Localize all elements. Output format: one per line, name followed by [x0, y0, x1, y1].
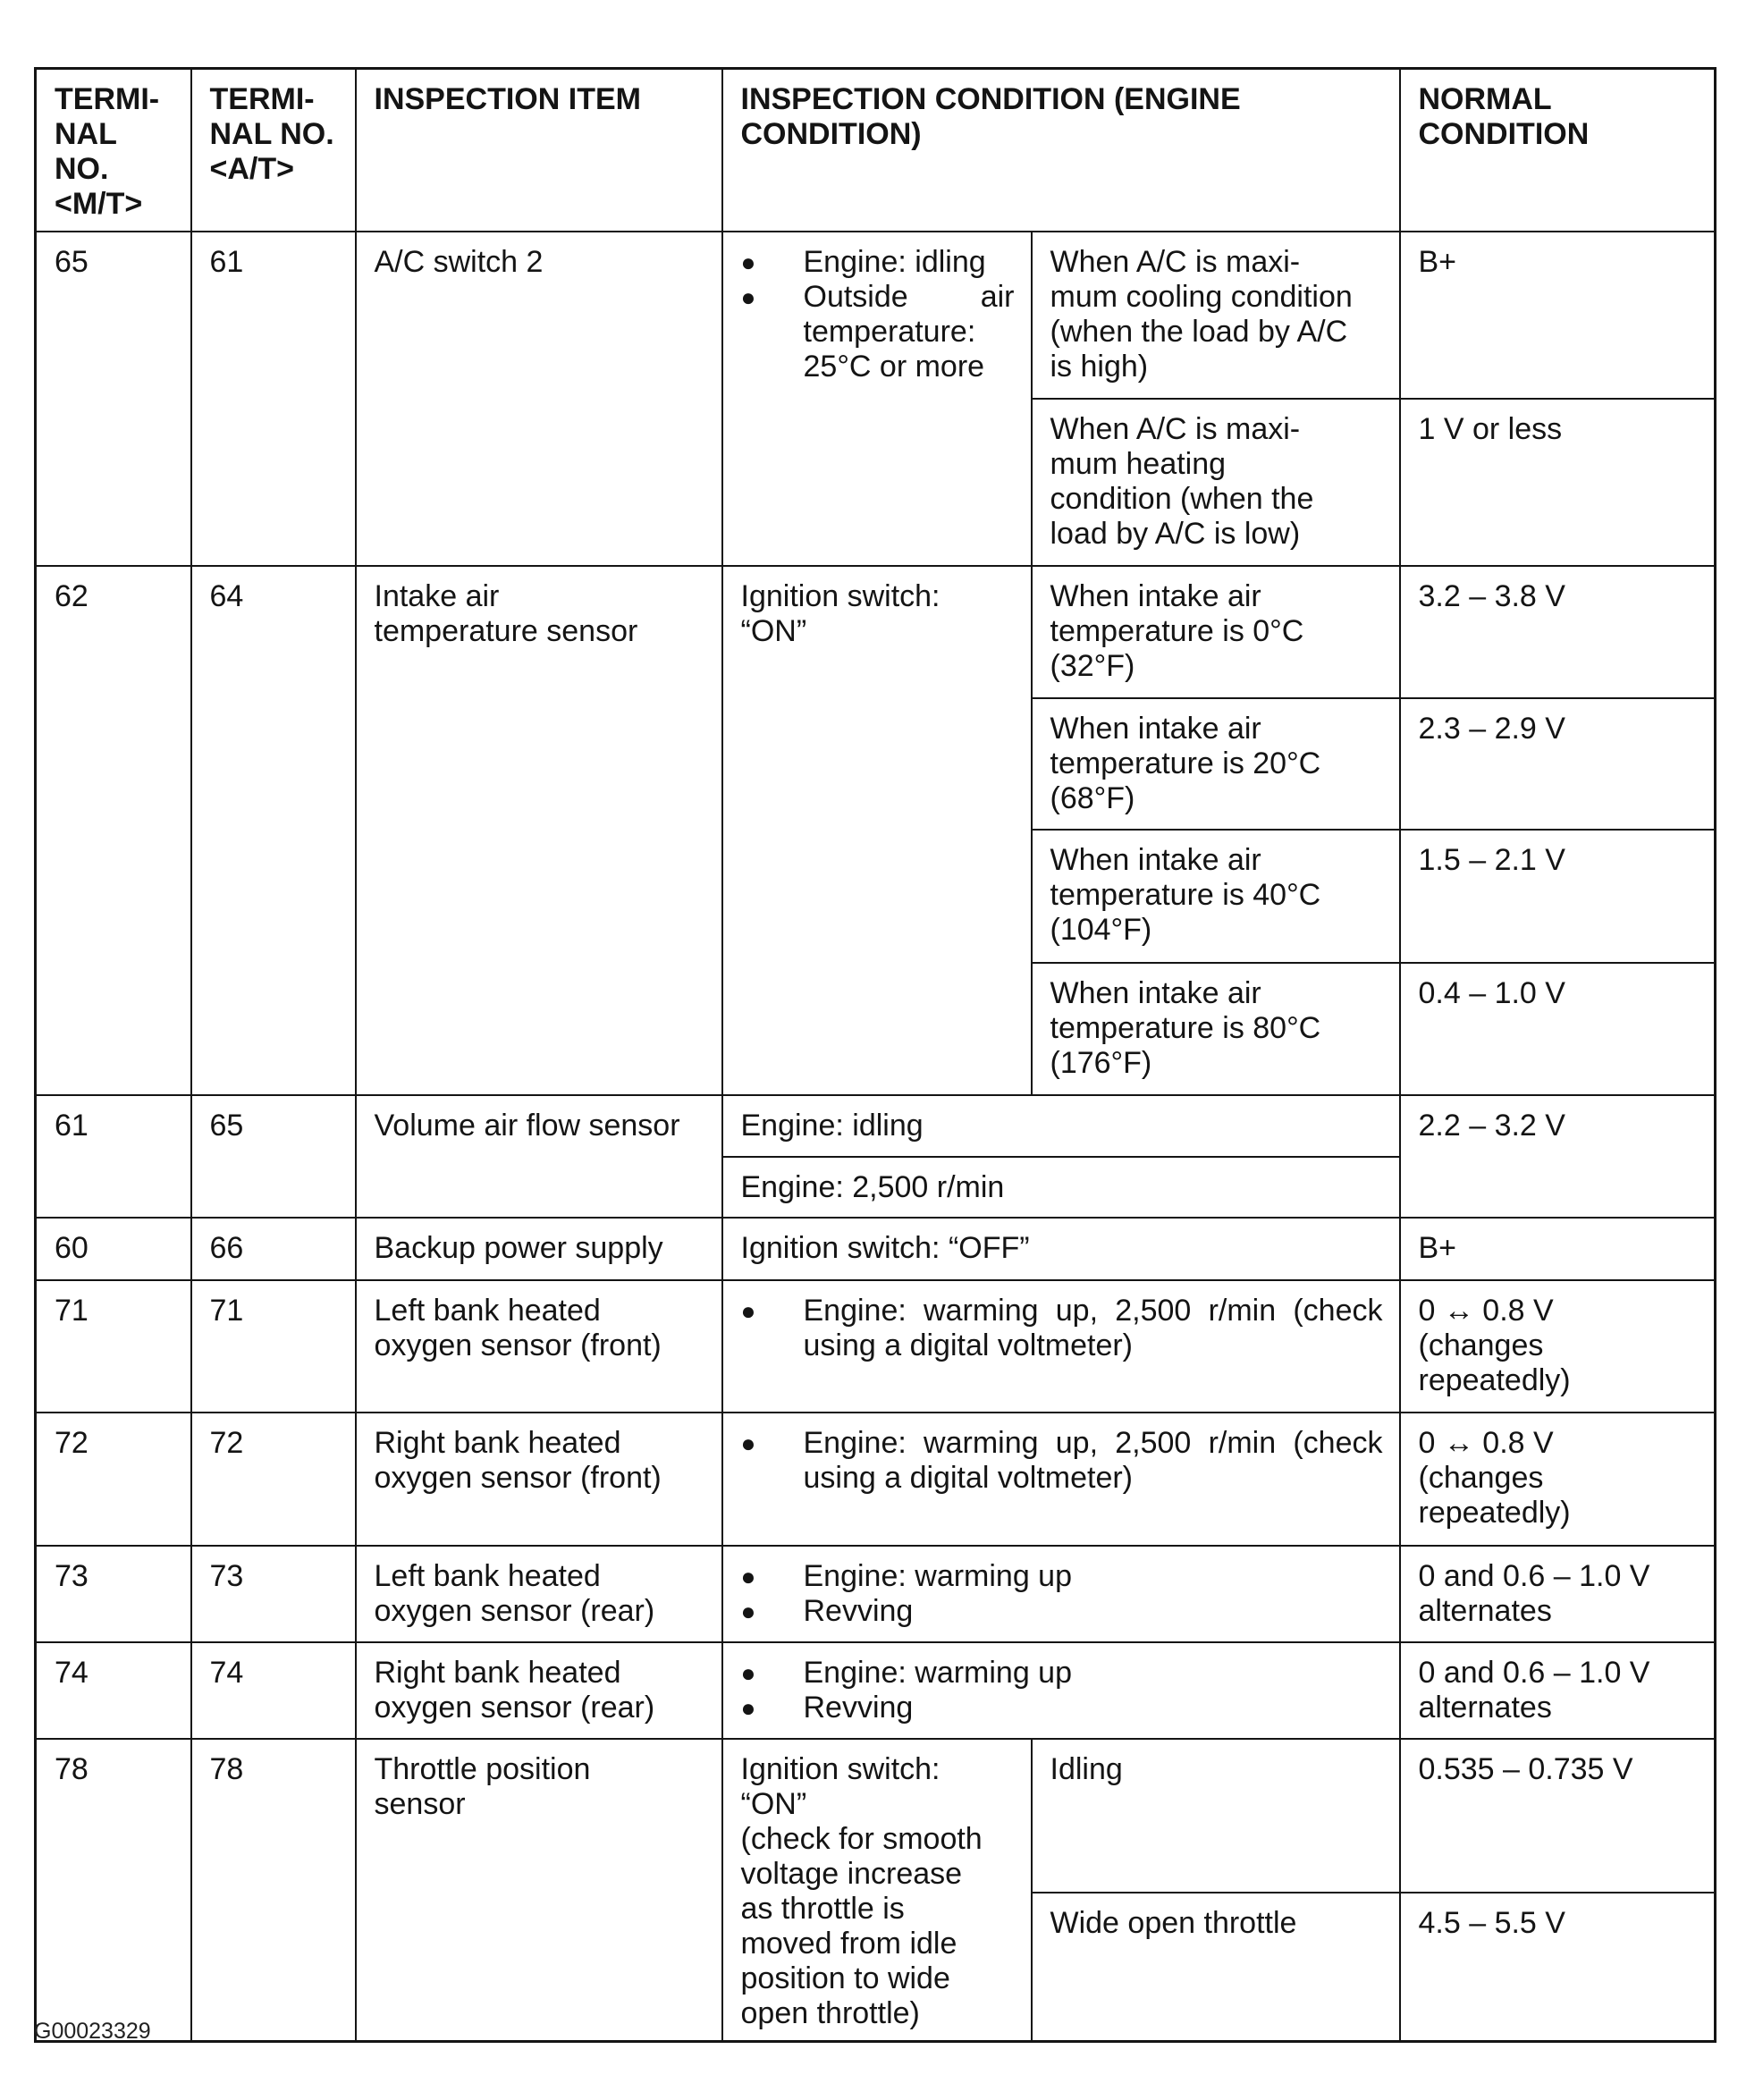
normal-condition: 3.2 – 3.8 V	[1400, 566, 1716, 698]
terminal-mt: 74	[36, 1642, 191, 1739]
normal-condition: 0 and 0.6 – 1.0 V alternates	[1400, 1546, 1716, 1642]
table-row	[36, 1095, 1716, 1157]
condition-bullet: ● Engine: warming up, 2,500 r/min (check using a digital voltmeter)	[741, 1294, 1383, 1363]
condition-bullets	[741, 1294, 1383, 1363]
table-row	[36, 566, 1716, 698]
table-row	[36, 1280, 1716, 1413]
header-normal-condition: NORMAL CONDITION	[1400, 69, 1716, 232]
terminal-mt: 78	[36, 1739, 191, 2042]
normal-condition: B+	[1400, 1218, 1716, 1280]
terminal-mt: 61	[36, 1095, 191, 1218]
inspection-item: Throttle position sensor	[356, 1739, 722, 2042]
condition-detail: When intake air temperature is 80°C (176°F)	[1032, 963, 1400, 1095]
condition-detail: Idling	[1032, 1739, 1400, 1893]
condition-detail: Wide open throttle	[1032, 1893, 1400, 2041]
condition-bullet: ● Engine: warming up	[741, 1656, 1383, 1691]
inspection-item: Intake air temperature sensor	[356, 566, 722, 1095]
table-row	[36, 1642, 1716, 1739]
normal-condition: 4.5 – 5.5 V	[1400, 1893, 1716, 2041]
condition-bullets	[741, 1559, 1383, 1629]
inspection-condition	[722, 1413, 1400, 1546]
inspection-condition: Ignition switch: “OFF”	[722, 1218, 1400, 1280]
normal-condition: 1 V or less	[1400, 399, 1716, 566]
normal-condition: 0 ↔ 0.8 V (changes repeatedly)	[1400, 1413, 1716, 1546]
condition-bullets	[741, 245, 1015, 384]
terminal-at: 65	[191, 1095, 356, 1218]
header-row	[36, 69, 1716, 232]
condition-bullet: ● Revving	[741, 1594, 1383, 1629]
inspection-condition	[722, 1642, 1400, 1739]
normal-condition: 0 and 0.6 – 1.0 V alternates	[1400, 1642, 1716, 1739]
terminal-mt: 71	[36, 1280, 191, 1413]
normal-condition: 1.5 – 2.1 V	[1400, 830, 1716, 963]
condition-bullet: ● Engine: idling	[741, 245, 1015, 280]
terminal-at: 71	[191, 1280, 356, 1413]
table-row	[36, 232, 1716, 399]
inspection-condition: Engine: idling	[722, 1095, 1400, 1157]
normal-condition: 2.2 – 3.2 V	[1400, 1095, 1716, 1218]
normal-condition: 0.535 – 0.735 V	[1400, 1739, 1716, 1893]
inspection-item: Right bank heated oxygen sensor (rear)	[356, 1642, 722, 1739]
terminal-mt: 60	[36, 1218, 191, 1280]
condition-bullets	[741, 1656, 1383, 1725]
terminal-at: 66	[191, 1218, 356, 1280]
condition-detail: When intake air temperature is 40°C (104°F)	[1032, 830, 1400, 963]
normal-condition: B+	[1400, 232, 1716, 399]
inspection-condition	[722, 232, 1032, 566]
terminal-mt: 65	[36, 232, 191, 566]
terminal-mt: 62	[36, 566, 191, 1095]
terminal-at: 61	[191, 232, 356, 566]
inspection-item: Backup power supply	[356, 1218, 722, 1280]
terminal-at: 73	[191, 1546, 356, 1642]
inspection-item: Right bank heated oxygen sensor (front)	[356, 1413, 722, 1546]
normal-condition: 0.4 – 1.0 V	[1400, 963, 1716, 1095]
terminal-at: 64	[191, 566, 356, 1095]
header-terminal-mt: TERMI- NAL NO. <M/T>	[36, 69, 191, 232]
inspection-table	[34, 67, 1716, 2043]
table-row	[36, 1218, 1716, 1280]
header-inspection-condition: INSPECTION CONDITION (ENGINE CONDITION)	[722, 69, 1400, 232]
table-row	[36, 1413, 1716, 1546]
condition-bullet: ● Revving	[741, 1691, 1383, 1725]
inspection-condition: Ignition switch: “ON”	[722, 566, 1032, 1095]
normal-condition: 2.3 – 2.9 V	[1400, 698, 1716, 830]
terminal-mt: 73	[36, 1546, 191, 1642]
header-terminal-at: TERMI- NAL NO. <A/T>	[191, 69, 356, 232]
figure-id: G00023329	[34, 2019, 151, 2044]
inspection-item: A/C switch 2	[356, 232, 722, 566]
condition-detail: When A/C is maxi- mum heating condition (when the load by A/C is low)	[1032, 399, 1400, 566]
normal-condition: 0 ↔ 0.8 V (changes repeatedly)	[1400, 1280, 1716, 1413]
terminal-at: 74	[191, 1642, 356, 1739]
inspection-condition: Ignition switch: “ON” (check for smooth voltage increase as throttle is moved from idle position to wide open throttle)	[722, 1739, 1032, 2042]
condition-bullet: ● Engine: warming up	[741, 1559, 1383, 1594]
inspection-item: Left bank heated oxygen sensor (rear)	[356, 1546, 722, 1642]
table-row	[36, 1546, 1716, 1642]
inspection-condition	[722, 1546, 1400, 1642]
inspection-item: Volume air flow sensor	[356, 1095, 722, 1218]
condition-detail: When intake air temperature is 20°C (68°F)	[1032, 698, 1400, 830]
inspection-condition	[722, 1280, 1400, 1413]
condition-detail: When intake air temperature is 0°C (32°F)	[1032, 566, 1400, 698]
inspection-condition: Engine: 2,500 r/min	[722, 1157, 1400, 1218]
condition-bullet: ● Engine: warming up, 2,500 r/min (check using a digital voltmeter)	[741, 1426, 1383, 1496]
header-inspection-item: INSPECTION ITEM	[356, 69, 722, 232]
terminal-mt: 72	[36, 1413, 191, 1546]
terminal-at: 72	[191, 1413, 356, 1546]
condition-bullet: ● Outside air temperature: 25°C or more	[741, 280, 1015, 384]
inspection-item: Left bank heated oxygen sensor (front)	[356, 1280, 722, 1413]
terminal-at: 78	[191, 1739, 356, 2042]
table-row	[36, 1739, 1716, 1893]
condition-detail: When A/C is maxi- mum cooling condition (when the load by A/C is high)	[1032, 232, 1400, 399]
condition-bullets	[741, 1426, 1383, 1496]
